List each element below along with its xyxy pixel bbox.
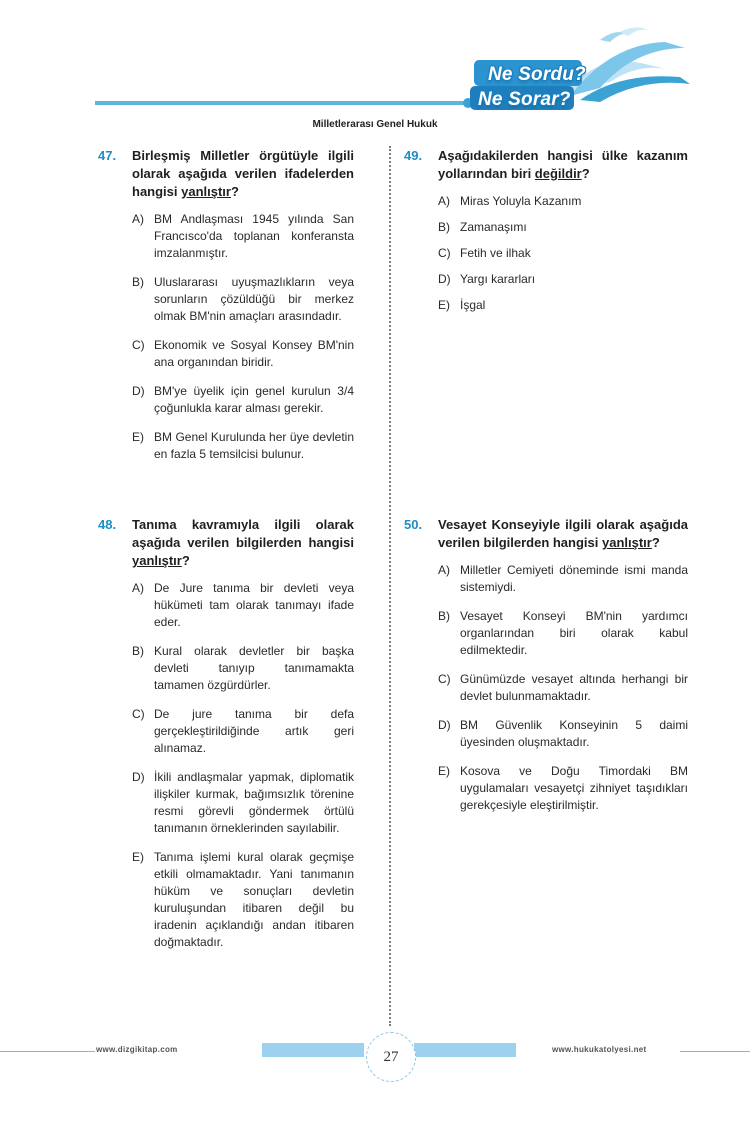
option-a[interactable]: A) BM Andlaşması 1945 yılında San Francısco'da toplanan konferansta imzalanmıştır. [132, 212, 354, 260]
question-49 [404, 147, 688, 323]
answer-options [98, 580, 354, 951]
option-a[interactable]: A) Miras Yoluyla Kazanım [438, 194, 582, 208]
option-a[interactable]: A) Milletler Cemiyeti döneminde ismi manda sistemiydi. [438, 563, 688, 594]
brand-logo [470, 22, 700, 122]
question-text: Aşağıdakilerden hangisi ülke kazanım yollarından biri değildir? [438, 148, 688, 181]
underlined-keyword: yanlıştır [602, 535, 652, 550]
question-stem [98, 147, 354, 201]
option-e[interactable]: E) Kosova ve Doğu Timordaki BM uygulamaları vesayetçi zihniyet taşıdıkları gerekçesiyle eleştirilmiştir. [438, 764, 688, 812]
option-b[interactable]: B) Vesayet Konseyi BM'nin yardımcı organlarından biri olarak kabul edilmektedir. [438, 609, 688, 657]
footer-band-left [262, 1043, 364, 1057]
option-d[interactable]: D) İkili andlaşmalar yapmak, diplomatik ilişkiler kurmak, bağımsızlık törenine resmi görevli göndermek örtülü tanımanın örneklerinden sayılabilir. [132, 770, 354, 835]
question-text: Birleşmiş Milletler örgütüyle ilgili olarak aşağıda verilen ifadelerden hangisi yanlıştır? [132, 148, 354, 199]
question-48 [98, 516, 354, 963]
question-47 [98, 147, 354, 475]
underlined-keyword: yanlıştır [181, 184, 231, 199]
option-c[interactable]: C) Ekonomik ve Sosyal Konsey BM'nin ana organından biridir. [132, 338, 354, 369]
question-stem [404, 147, 688, 183]
answer-options [404, 562, 688, 814]
option-d[interactable]: D) Yargı kararları [438, 272, 536, 286]
header-rule [95, 101, 467, 105]
footer-website-right[interactable]: www.hukukatolyesi.net [552, 1045, 647, 1054]
option-b[interactable]: B) Uluslararası uyuşmazlıkların veya sorunların çözüldüğü bir merkez olmak BM'nin amaçları arasındadır. [132, 275, 354, 323]
option-c[interactable]: C) Fetih ve ilhak [438, 246, 531, 260]
option-a[interactable]: A) De Jure tanıma bir devleti veya hükümeti tam olarak tanımayı ifade eder. [132, 581, 354, 629]
question-number: 49. [404, 148, 423, 163]
answer-options [404, 193, 688, 314]
question-number: 50. [404, 517, 423, 532]
question-text: Vesayet Konseyiyle ilgili olarak aşağıda verilen bilgilerden hangisi yanlıştır? [438, 517, 688, 550]
question-stem [404, 516, 688, 552]
footer-rule-left [0, 1051, 95, 1052]
question-number: 48. [98, 517, 117, 532]
option-c[interactable]: C) De jure tanıma bir defa gerçekleştirildiğinde artık geri alınamaz. [132, 707, 354, 755]
option-d[interactable]: D) BM Güvenlik Konseyinin 5 daimi üyesinden oluşmaktadır. [438, 718, 688, 749]
subject-title: Milletlerarası Genel Hukuk [312, 119, 438, 130]
logo-text-line1: Ne Sordu? [488, 64, 586, 85]
option-c[interactable]: C) Günümüzde vesayet altında herhangi bir devlet bulunmamaktadır. [438, 672, 688, 703]
question-text: Tanıma kavramıyla ilgili olarak aşağıda verilen bilgilerden hangisi yanlıştır? [132, 517, 354, 568]
option-b[interactable]: B) Zamanaşımı [438, 220, 527, 234]
option-e[interactable]: E) İşgal [438, 298, 486, 312]
footer-website-left[interactable]: www.dizgikitap.com [96, 1045, 178, 1054]
footer-band-right [414, 1043, 516, 1057]
option-e[interactable]: E) BM Genel Kurulunda her üye devletin en fazla 5 temsilcisi bulunur. [132, 430, 354, 461]
question-number: 47. [98, 148, 117, 163]
underlined-keyword: yanlıştır [132, 553, 182, 568]
option-e[interactable]: E) Tanıma işlemi kural olarak geçmişe etkili olmamaktadır. Yani tanımanın hüküm ve sonuçları devletin kuruluşundan itibaren değil bu iradenin açıklandığı andan itibaren doğmaktadır. [132, 850, 354, 949]
page-number: 27 [366, 1032, 416, 1082]
footer-rule-right [680, 1051, 750, 1052]
logo-text-line2: Ne Sorar? [478, 89, 571, 110]
question-50 [404, 516, 688, 826]
column-divider [389, 146, 391, 1026]
option-b[interactable]: B) Kural olarak devletler bir başka devleti tanıyıp tanımamakta tamamen özgürdürler. [132, 644, 354, 692]
answer-options [98, 211, 354, 463]
question-stem [98, 516, 354, 570]
option-d[interactable]: D) BM'ye üyelik için genel kurulun 3/4 çoğunlukla karar alması gerekir. [132, 384, 354, 415]
underlined-keyword: değildir [534, 166, 582, 181]
